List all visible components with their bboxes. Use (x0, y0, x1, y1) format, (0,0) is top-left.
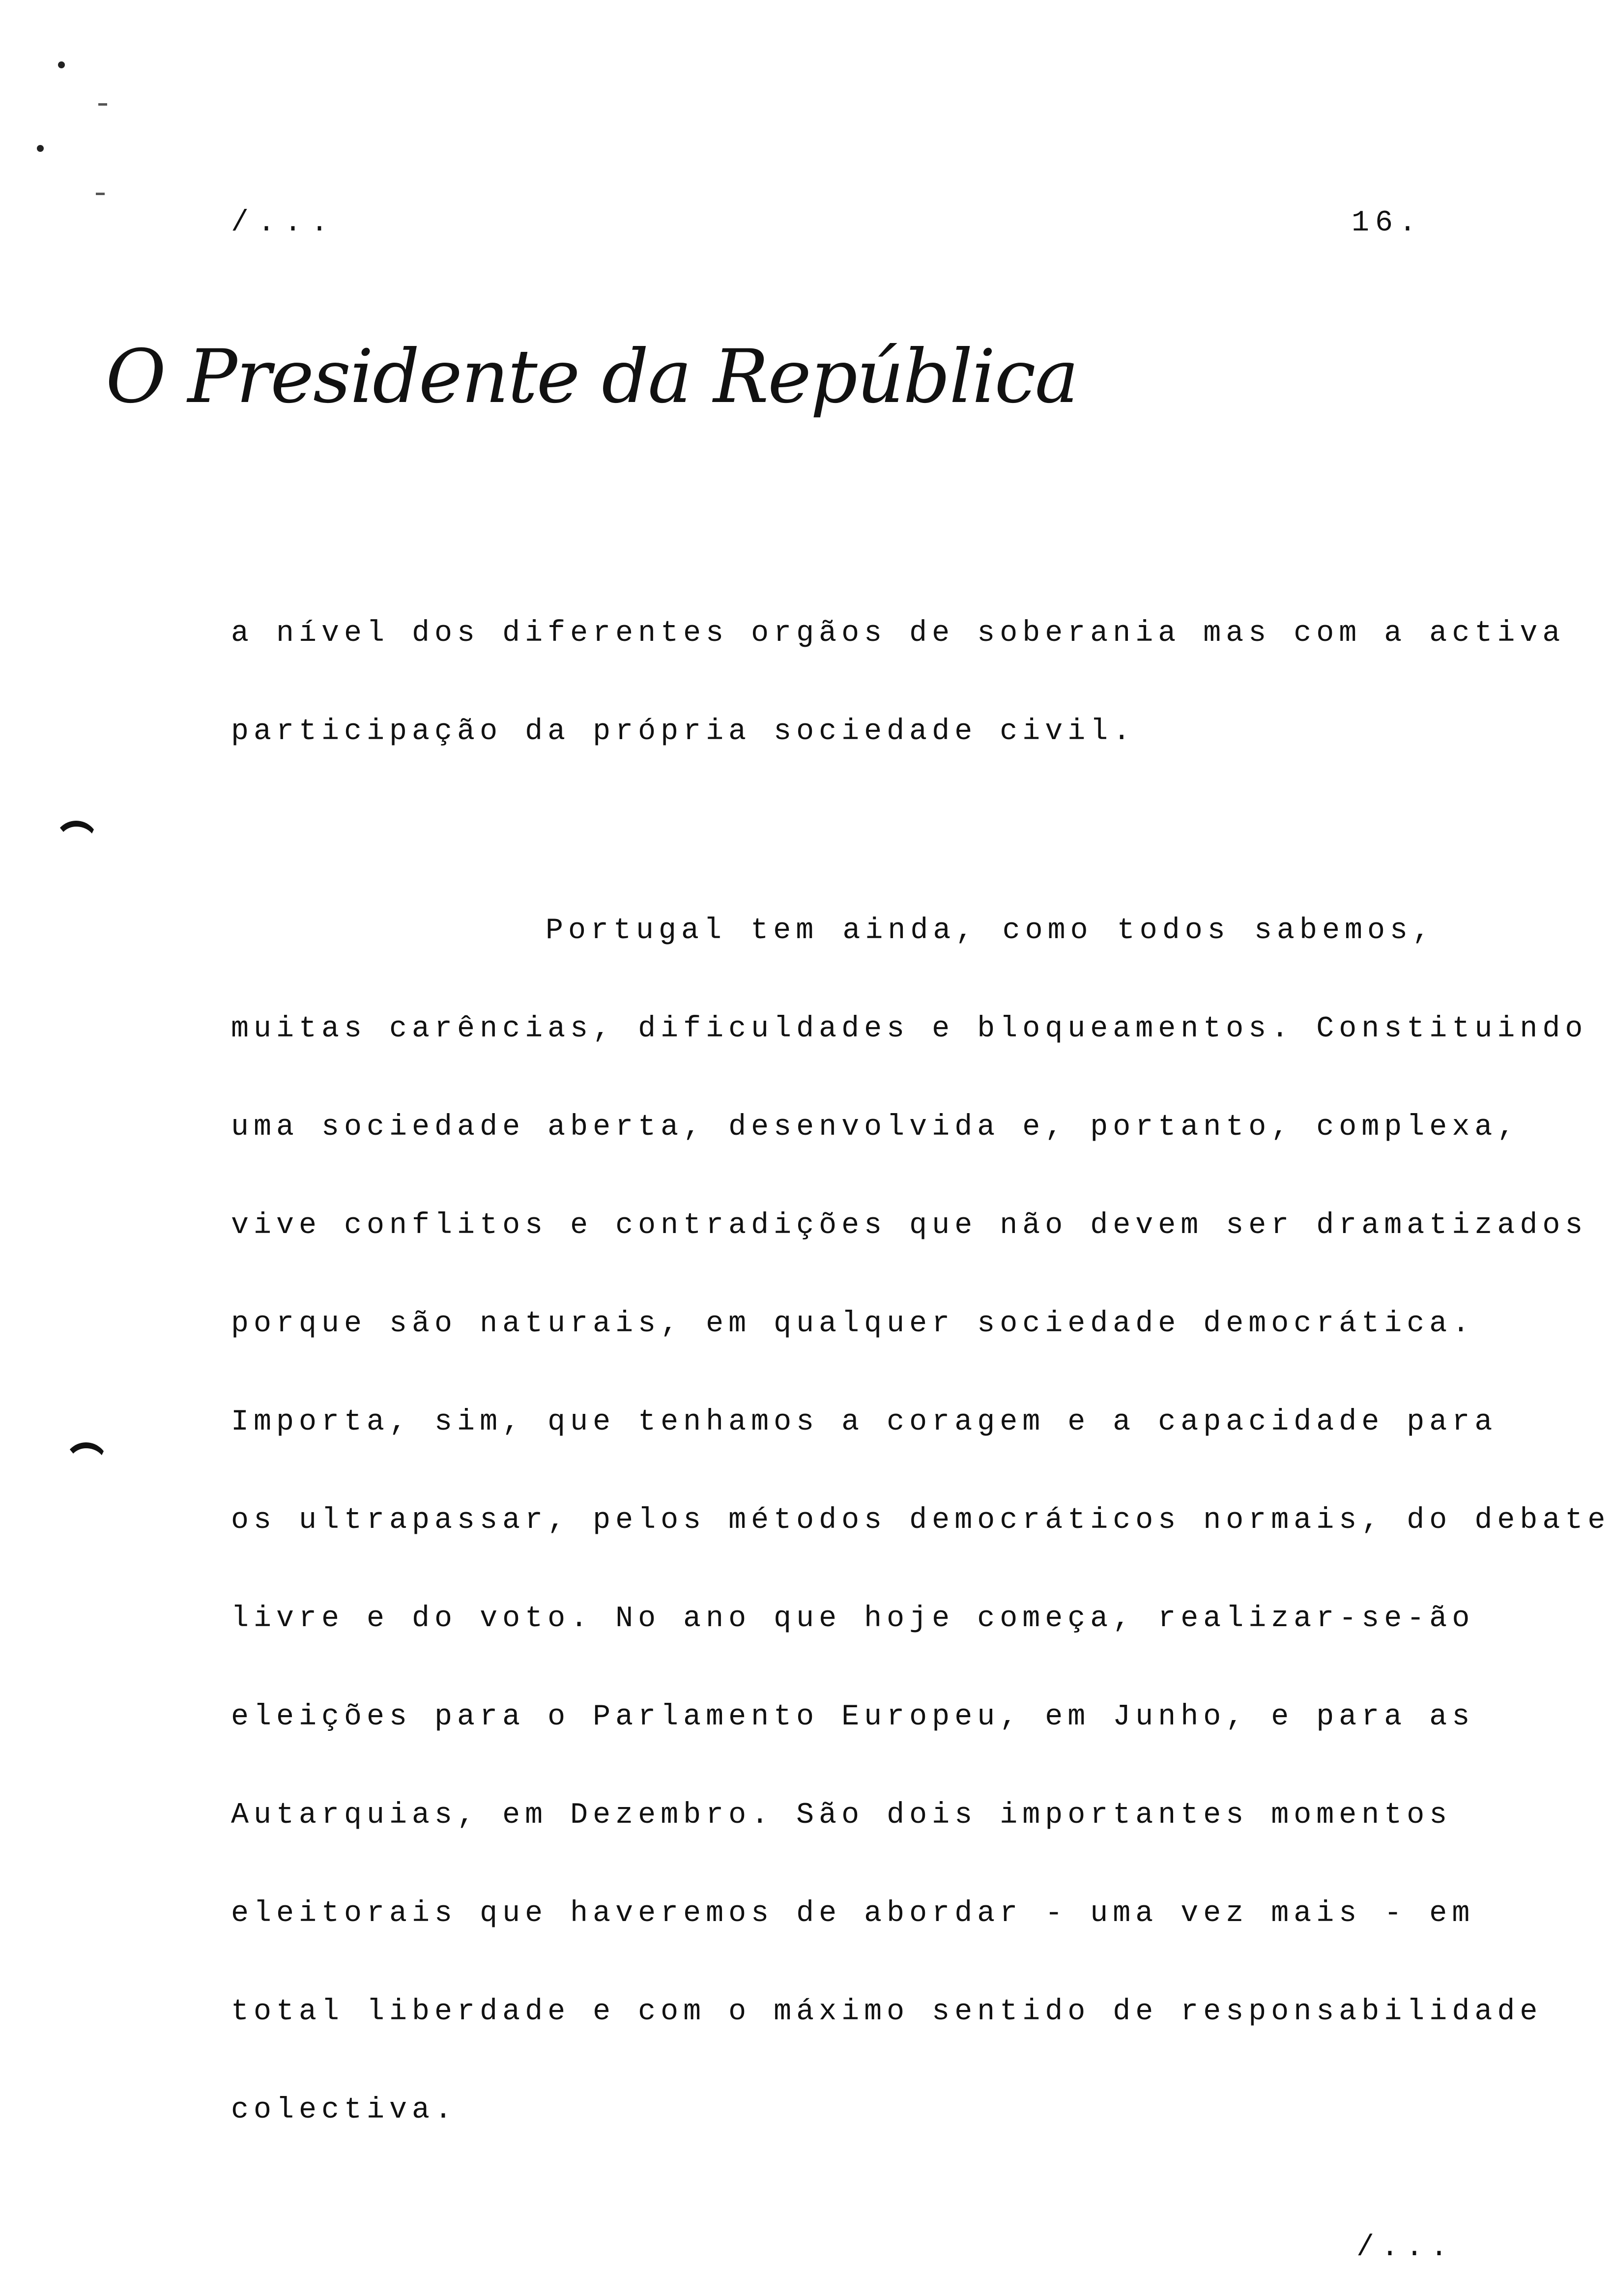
body-line: livre e do voto. No ano que hoje começa, realizar-se-ão (231, 1602, 1475, 1636)
body-line: eleições para o Parlamento Europeu, em Junho, e para as (231, 1700, 1475, 1734)
body-line: muitas carências, dificuldades e bloqueamentos. Constituindo (231, 1012, 1588, 1046)
letterhead-title: O Presidente da República (106, 334, 1078, 420)
body-line: porque são naturais, em qualquer sociedade democrática. (231, 1307, 1475, 1341)
footer-continuation: /... (1356, 2231, 1455, 2265)
body-line: Autarquias, em Dezembro. São dois importantes momentos (231, 1799, 1452, 1832)
margin-dash (96, 193, 105, 195)
body-line: vive conflitos e contradições que não devem ser dramatizados (231, 1209, 1588, 1242)
body-line: a nível dos diferentes orgãos de soberania mas com a activa (231, 617, 1565, 650)
header-continuation: /... (231, 206, 338, 240)
body-line: Portugal tem ainda, como todos sabemos, (546, 914, 1435, 947)
body-line: total liberdade e com o máximo sentido de responsabilidade (231, 1995, 1543, 2029)
margin-dot (37, 145, 44, 152)
body-line: eleitorais que haveremos de abordar - uma vez mais - em (231, 1897, 1475, 1930)
hole-punch-mark (54, 821, 98, 850)
page-number: 16. (1352, 206, 1423, 240)
body-line: uma sociedade aberta, desenvolvida e, portanto, complexa, (231, 1111, 1520, 1144)
body-line: participação da própria sociedade civil. (231, 715, 1136, 748)
body-line: colectiva. (231, 2094, 458, 2127)
margin-dash (98, 103, 107, 106)
margin-dot (58, 61, 65, 68)
body-line: os ultrapassar, pelos métodos democráticos normais, do debate (231, 1504, 1611, 1537)
hole-punch-mark (64, 1442, 108, 1472)
body-line: Importa, sim, que tenhamos a coragem e a capacidade para (231, 1406, 1497, 1439)
